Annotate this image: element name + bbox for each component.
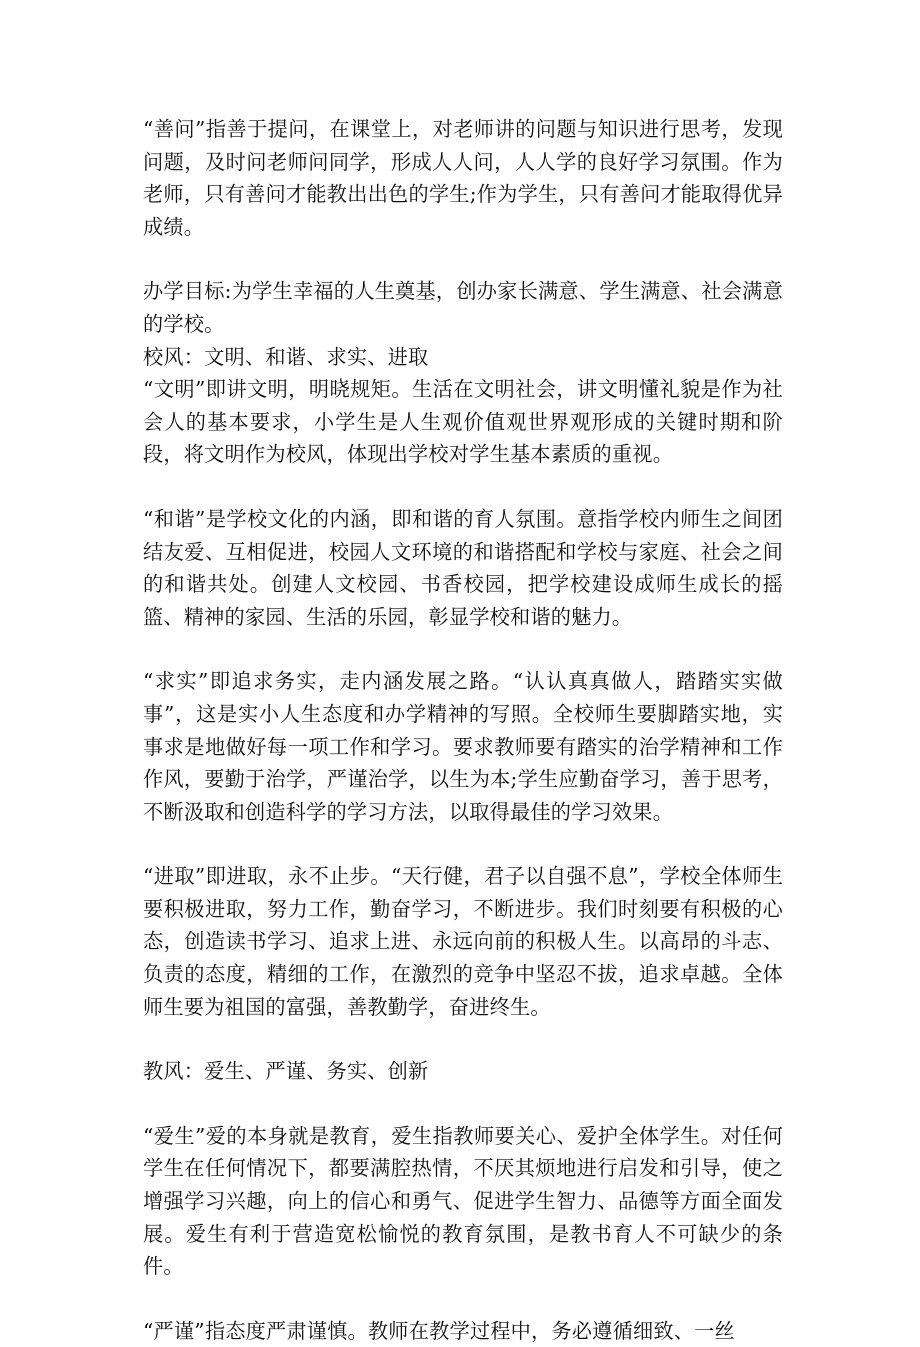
paragraph-wenming: “文明”即讲文明，明晓规矩。生活在文明社会，讲文明懂礼貌是作为社会人的基本要求，小学生是人生观价值观世界观形成的关键时期和阶段，将文明作为校风，体现出学校对学生基本素质的重视。 xyxy=(143,377,783,467)
paragraph-aisheng: “爱生”爱的本身就是教育，爱生指教师要关心、爱护全体学生。对任何学生在任何情况下，都要满腔热情，不厌其烦地进行启发和引导，使之增强学习兴趣，向上的信心和勇气、促进学生智力、品德等方面全面发展。爱生有利于营造宽松愉悦的教育氛围，是教书育人不可缺少的条件。 xyxy=(143,1123,783,1279)
paragraph-gap xyxy=(143,633,783,665)
paragraph-qiushi: “求实”即追求务实，走内涵发展之路。“认认真真做人，踏踏实实做事”，这是实小人生态度和办学精神的写照。全校师生要脚踏实地，实事求是地做好每一项工作和学习。要求教师要有踏实的治学精神和工作作风，要勤于治学，严谨治学，以生为本;学生应勤奋学习，善于思考，不断汲取和创造科学的学习方法，以取得最佳的学习效果。 xyxy=(143,669,783,824)
paragraph-gap xyxy=(143,1283,783,1315)
paragraph-gap xyxy=(143,471,783,503)
document-body xyxy=(143,113,783,1347)
paragraph-gap xyxy=(143,1088,783,1120)
paragraph-gap xyxy=(143,243,783,275)
paragraph-hexie: “和谐”是学校文化的内涵，即和谐的育人氛围。意指学校内师生之间团结友爱、互相促进，校园人文环境的和谐搭配和学校与家庭、社会之间的和谐共处。创建人文校园、书香校园，把学校建设成师生成长的摇篮、精神的家园、生活的乐园，彰显学校和谐的魅力。 xyxy=(143,506,783,629)
paragraph-school-goal: 办学目标:为学生幸福的人生奠基，创办家长满意、学生满意、社会满意的学校。 xyxy=(143,279,783,336)
paragraph-jinqu: “进取”即进取，永不止步。“天行健，君子以自强不息”，学校全体师生要积极进取，努力工作，勤奋学习，不断进步。我们时刻要有积极的心态，创造读书学习、追求上进、永远向前的积极人生。以高昂的斗志、负责的态度，精细的工作，在激烈的竞争中坚忍不拔，追求卓越。全体师生要为祖国的富强，善教勤学，奋进终生。 xyxy=(143,864,783,1019)
paragraph-gap xyxy=(143,1023,783,1055)
paragraph-shanwen: “善问”指善于提问，在课堂上，对老师讲的问题与知识进行思考，发现问题，及时问老师问同学，形成人人问，人人学的良好学习氛围。作为老师，只有善问才能教出出色的学生;作为学生，只有善问才能取得优异成绩。 xyxy=(143,117,783,239)
heading-school-motto: 校风：文明、和谐、求实、进取 xyxy=(143,344,429,369)
paragraph-yanjin: “严谨”指态度严肃谨慎。教师在教学过程中，务必遵循细致、一丝 xyxy=(143,1318,735,1343)
heading-teaching-style: 教风：爱生、严谨、务实、创新 xyxy=(143,1059,429,1084)
paragraph-gap xyxy=(143,828,783,860)
